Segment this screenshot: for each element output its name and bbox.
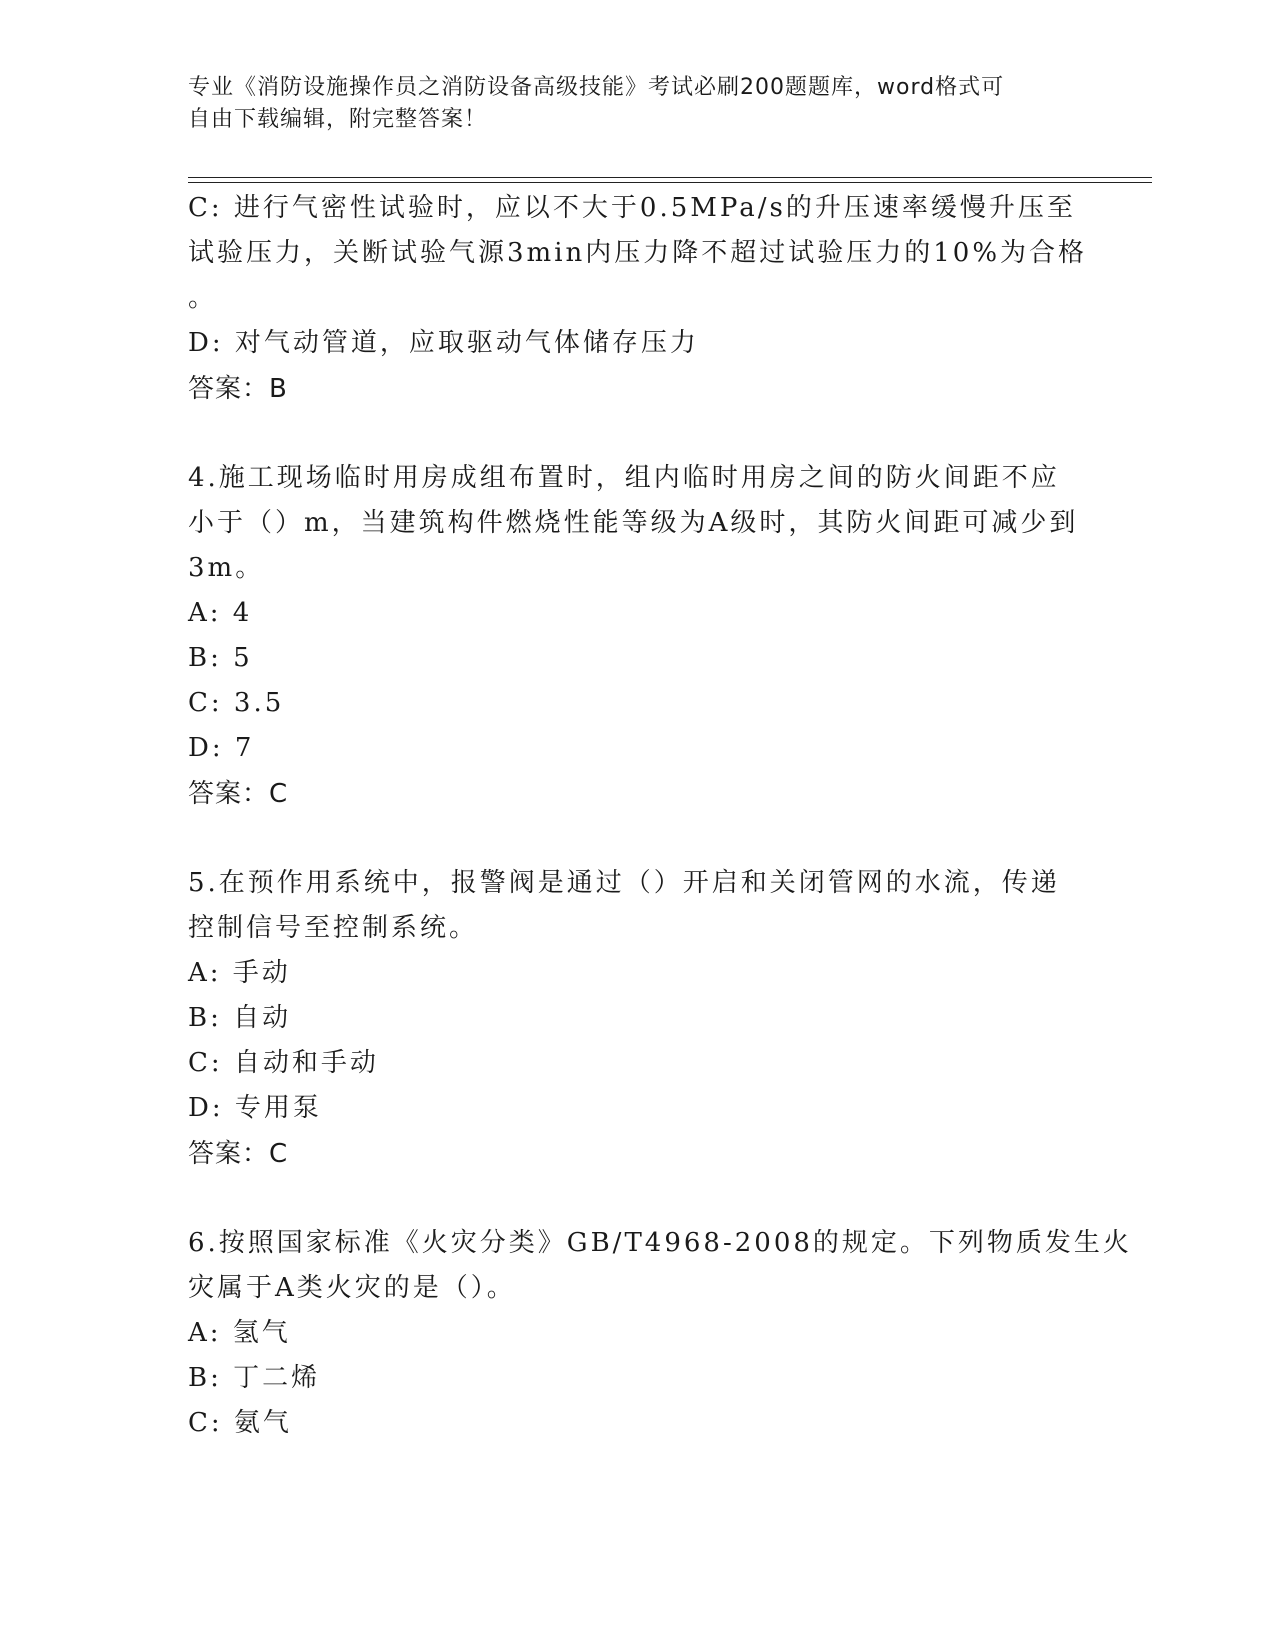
header-divider-bottom <box>188 182 1152 183</box>
q4-option-b: B: 5 <box>188 643 253 673</box>
q4-option-a: A: 4 <box>188 598 253 628</box>
q5-option-a: A: 手动 <box>188 958 291 988</box>
header-divider-top <box>188 177 1152 178</box>
header-line-2: 自由下载编辑，附完整答案！ <box>188 107 488 132</box>
q4-stem-line-3: 3m。 <box>188 553 265 583</box>
q4-stem-line-1: 4.施工现场临时用房成组布置时，组内临时用房之间的防火间距不应 <box>188 463 1060 493</box>
q6-option-c: C: 氨气 <box>188 1408 292 1438</box>
q5-option-c: C: 自动和手动 <box>188 1048 379 1078</box>
q6-option-a: A: 氢气 <box>188 1318 291 1348</box>
q3-answer: 答案：B <box>188 374 288 404</box>
q4-stem-line-2: 小于（）m，当建筑构件燃烧性能等级为A级时，其防火间距可减少到 <box>188 508 1079 538</box>
q5-option-b: B: 自动 <box>188 1003 292 1033</box>
q5-stem-line-2: 控制信号至控制系统。 <box>188 913 479 943</box>
q6-stem-line-2: 灾属于A类火灾的是（）。 <box>188 1273 516 1303</box>
q3-option-d: D: 对气动管道，应取驱动气体储存压力 <box>188 328 699 358</box>
q3-option-c-line-2: 试验压力，关断试验气源3min内压力降不超过试验压力的10%为合格 <box>188 238 1088 268</box>
q4-option-c: C: 3.5 <box>188 688 285 718</box>
q3-option-c-line-1: C: 进行气密性试验时，应以不大于0.5MPa/s的升压速率缓慢升压至 <box>188 193 1076 223</box>
q4-option-d: D: 7 <box>188 733 255 763</box>
q5-option-d: D: 专用泵 <box>188 1093 322 1123</box>
q6-option-b: B: 丁二烯 <box>188 1363 321 1393</box>
q5-answer: 答案：C <box>188 1139 289 1169</box>
document-header <box>188 72 1068 136</box>
q6-stem-line-1: 6.按照国家标准《火灾分类》GB/T4968-2008的规定。下列物质发生火 <box>188 1228 1132 1258</box>
q3-option-c-line-3: 。 <box>188 283 218 313</box>
q5-stem-line-1: 5.在预作用系统中，报警阀是通过（）开启和关闭管网的水流，传递 <box>188 868 1060 898</box>
header-line-1: 专业《消防设施操作员之消防设备高级技能》考试必刷200题题库，word格式可 <box>188 75 1005 100</box>
q4-answer: 答案：C <box>188 779 289 809</box>
